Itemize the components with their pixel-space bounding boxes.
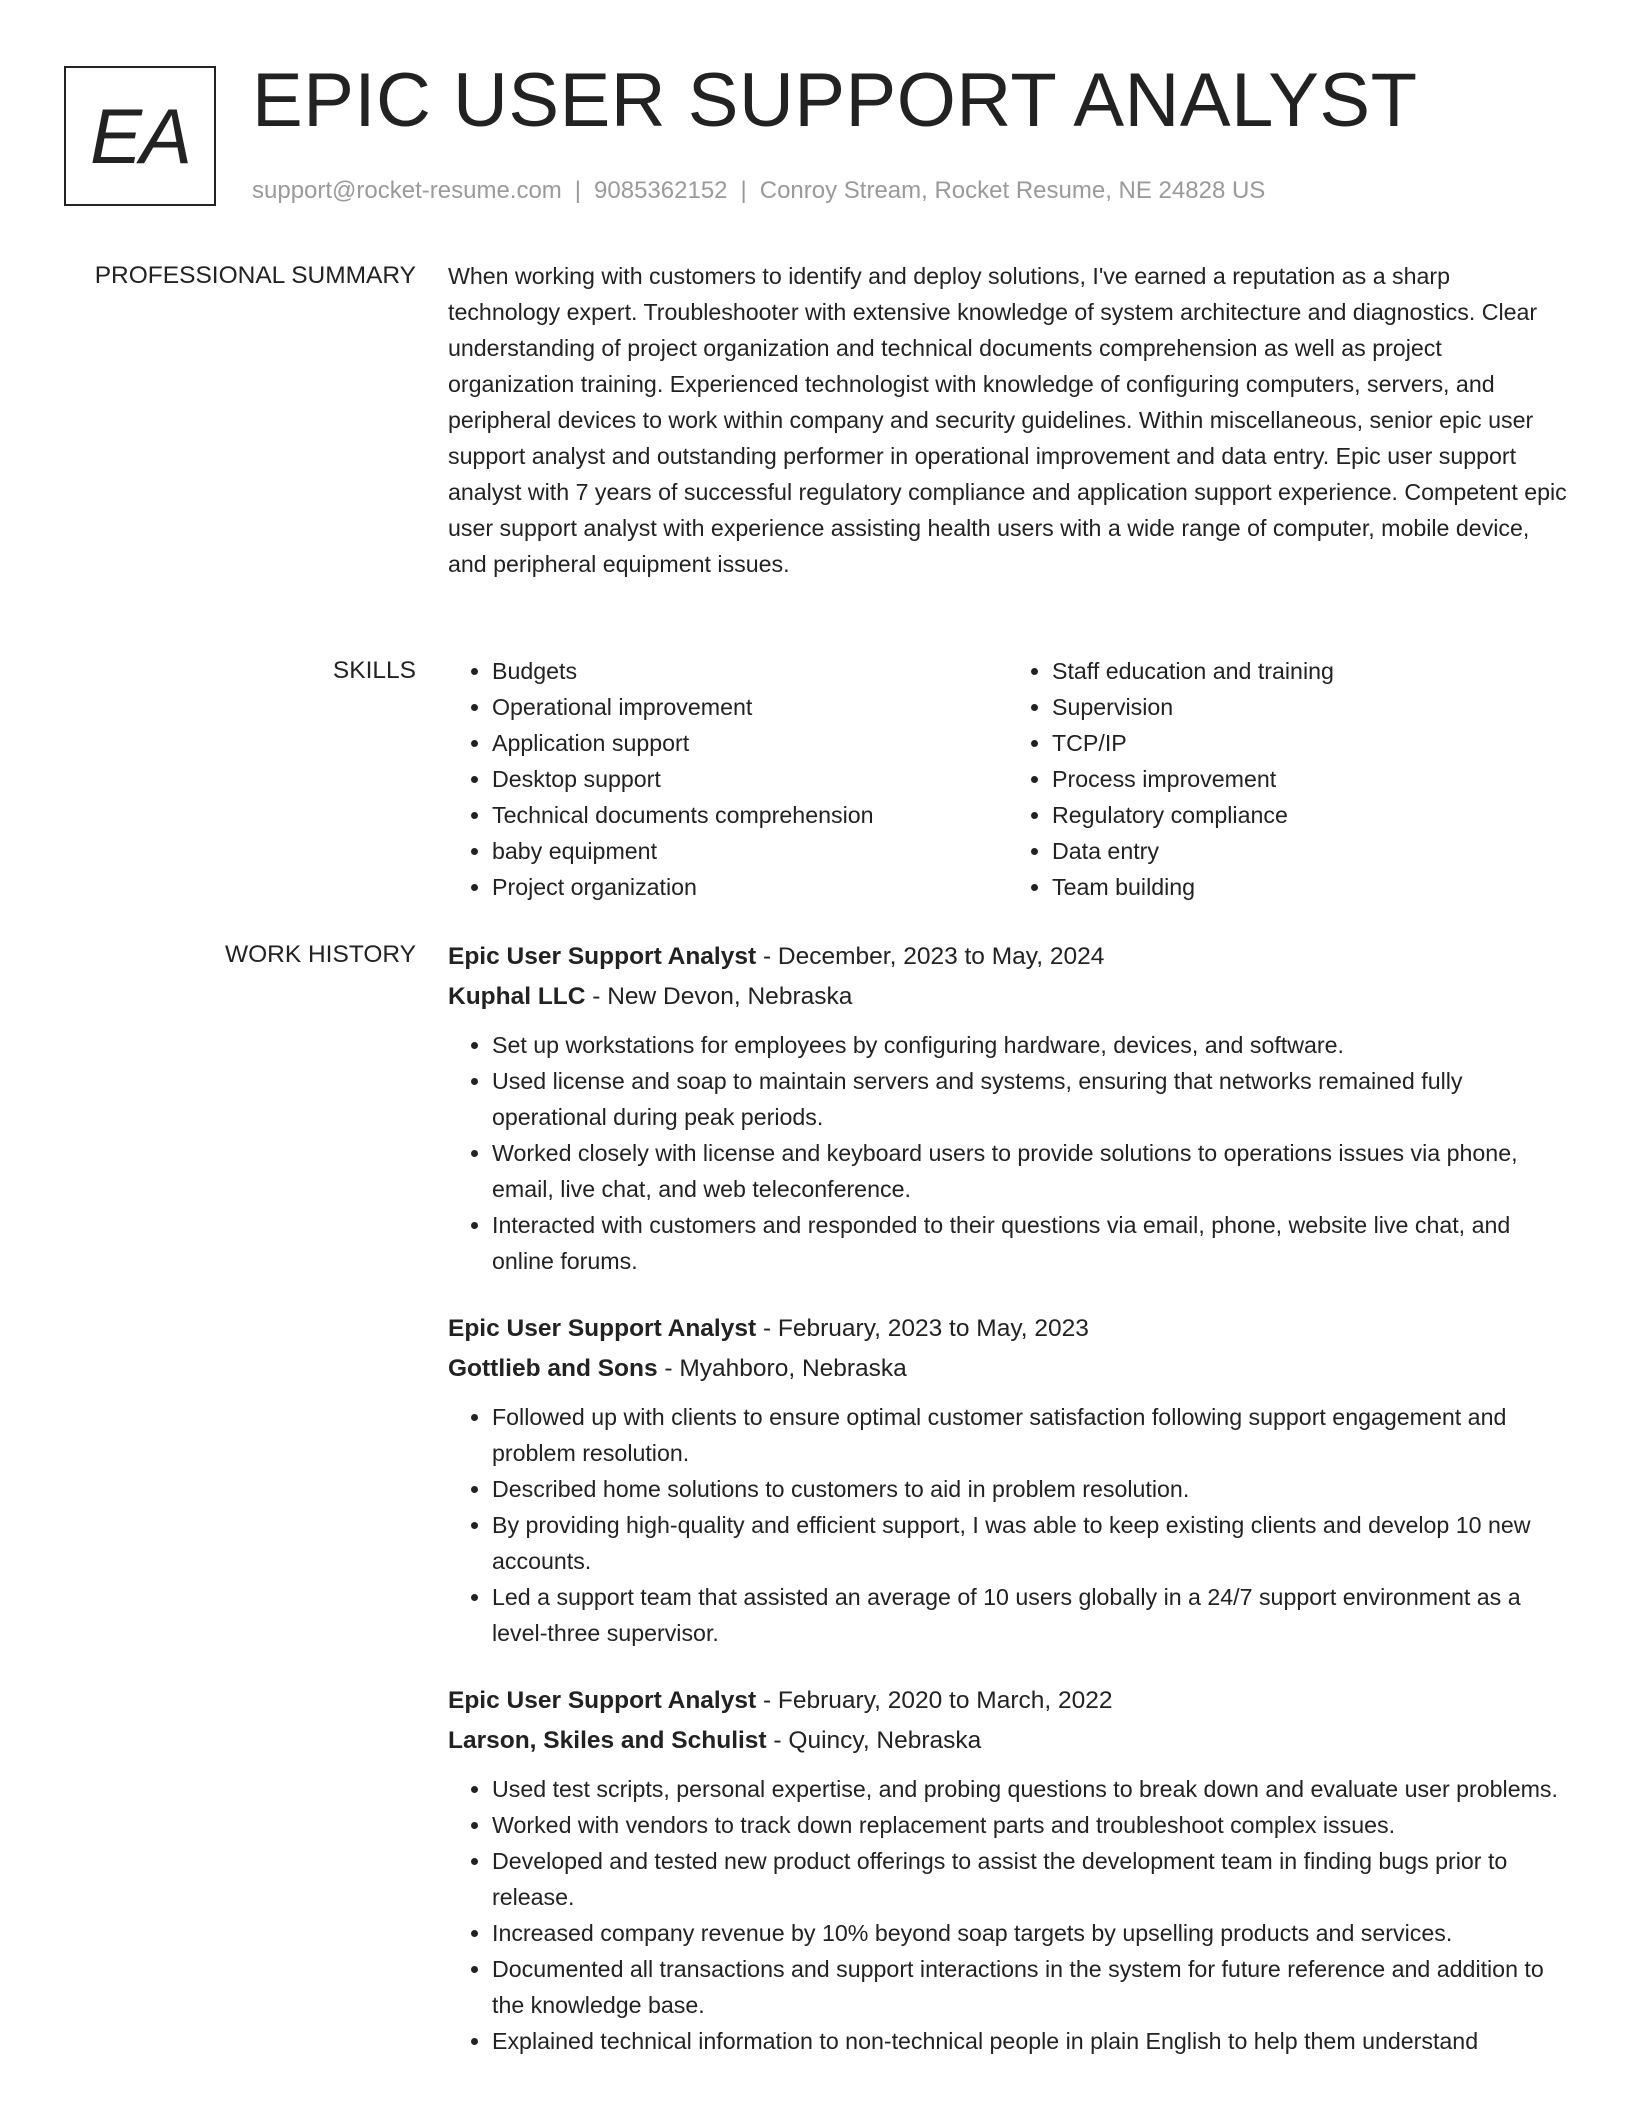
job-title-line (448, 1681, 1568, 1721)
contact-email: support@rocket-resume.com (252, 177, 562, 204)
job-bullet-list (448, 1771, 1568, 2059)
job-entry (448, 1681, 1568, 2059)
job-bullet: • Documented all transactions and support interactions in the system for future reference and addition to the knowledge base. (492, 1951, 1568, 2023)
job-company: Kuphal LLC (448, 983, 586, 1010)
skills-heading: SKILLS (332, 657, 416, 684)
summary-body (448, 258, 1568, 582)
skill-item: • Regulatory compliance (1052, 797, 1568, 833)
skills-body (448, 653, 1568, 905)
job-bullet: • Set up workstations for employees by configuring hardware, devices, and software. (492, 1027, 1568, 1063)
skill-item: • Staff education and training (1052, 653, 1568, 689)
job-title-line (448, 937, 1568, 977)
monogram-logo (64, 66, 216, 206)
job-company: Larson, Skiles and Schulist (448, 1727, 767, 1754)
monogram-text: EA (89, 91, 191, 180)
work-body (448, 937, 1568, 2089)
summary-heading: PROFESSIONAL SUMMARY (94, 262, 416, 289)
contact-separator: | (574, 177, 582, 204)
job-title-line (448, 1309, 1568, 1349)
skill-item: • Supervision (1052, 689, 1568, 725)
job-company-line (448, 1721, 1568, 1761)
skills-list-right (1008, 653, 1568, 905)
job-dates: - February, 2023 to May, 2023 (756, 1315, 1089, 1342)
skills-list-left (448, 653, 1008, 905)
job-entry (448, 1309, 1568, 1651)
summary-text: When working with customers to identify and deploy solutions, I've earned a reputation as a sharp technology expert. Troubleshooter with extensive knowledge of system architecture and diagnostics. Clear understanding of project organization and technical documents comprehension as well as project organization training. Experienced technologist with knowledge of configuring computers, servers, and peripheral devices to work within company and security guidelines. Within miscellaneous, senior epic user support analyst and outstanding performer in operational improvement and data entry. Epic user support analyst with 7 years of successful regulatory compliance and application support experience. Competent epic user support analyst with experience assisting health users with a wide range of computer, mobile device, and peripheral equipment issues. (448, 263, 1567, 577)
job-bullet: • By providing high-quality and efficient support, I was able to keep existing clients and develop 10 new accounts. (492, 1507, 1568, 1579)
skill-item: • Operational improvement (492, 689, 1008, 725)
job-company-line (448, 977, 1568, 1017)
job-bullet: • Interacted with customers and responded to their questions via email, phone, website live chat, and online forums. (492, 1207, 1568, 1279)
skill-item: • Budgets (492, 653, 1008, 689)
job-bullet: • Described home solutions to customers to aid in problem resolution. (492, 1471, 1568, 1507)
work-heading: WORK HISTORY (224, 941, 416, 968)
job-dates: - December, 2023 to May, 2024 (756, 943, 1105, 970)
skill-item: • Desktop support (492, 761, 1008, 797)
job-bullet: • Used license and soap to maintain servers and systems, ensuring that networks remained fully operational during peak periods. (492, 1063, 1568, 1135)
job-bullet: • Worked with vendors to track down replacement parts and troubleshoot complex issues. (492, 1807, 1568, 1843)
job-title: Epic User Support Analyst (448, 943, 757, 970)
contact-address: Conroy Stream, Rocket Resume, NE 24828 US (759, 177, 1266, 204)
skill-item: • Data entry (1052, 833, 1568, 869)
job-location: - Quincy, Nebraska (766, 1727, 982, 1754)
contact-separator: | (740, 177, 747, 204)
job-bullet: • Increased company revenue by 10% beyond soap targets by upselling products and services. (492, 1915, 1568, 1951)
job-bullet: • Explained technical information to non-technical people in plain English to help them understand (492, 2023, 1568, 2059)
skill-item: • Project organization (492, 869, 1008, 905)
job-title: Epic User Support Analyst (448, 1687, 757, 1714)
job-bullet: • Used test scripts, personal expertise, and probing questions to break down and evaluate user problems. (492, 1771, 1568, 1807)
job-bullet-list (448, 1027, 1568, 1279)
skill-item: • Team building (1052, 869, 1568, 905)
job-bullet: • Worked closely with license and keyboard users to provide solutions to operations issues via phone, email, live chat, and web teleconference. (492, 1135, 1568, 1207)
job-location: - New Devon, Nebraska (585, 983, 853, 1010)
skill-item: • Process improvement (1052, 761, 1568, 797)
job-bullet: • Developed and tested new product offerings to assist the development team in finding bugs prior to release. (492, 1843, 1568, 1915)
skill-item: • Application support (492, 725, 1008, 761)
contact-phone: 9085362152 (594, 177, 728, 204)
job-bullet: • Led a support team that assisted an average of 10 users globally in a 24/7 support environment as a level-three supervisor. (492, 1579, 1568, 1651)
contact-line (252, 175, 1265, 207)
job-company-line (448, 1349, 1568, 1389)
skill-item: • Technical documents comprehension (492, 797, 1008, 833)
job-location: - Myahboro, Nebraska (657, 1355, 907, 1382)
job-bullet: • Followed up with clients to ensure optimal customer satisfaction following support engagement and problem resolution. (492, 1399, 1568, 1471)
skill-item: • baby equipment (492, 833, 1008, 869)
job-bullet-list (448, 1399, 1568, 1651)
job-title: Epic User Support Analyst (448, 1315, 757, 1342)
skills-columns (448, 653, 1568, 905)
skill-item: • TCP/IP (1052, 725, 1568, 761)
job-entry (448, 937, 1568, 1279)
job-dates: - February, 2020 to March, 2022 (756, 1687, 1113, 1714)
job-company: Gottlieb and Sons (448, 1355, 658, 1382)
resume-title: EPIC USER SUPPORT ANALYST (252, 58, 1418, 143)
